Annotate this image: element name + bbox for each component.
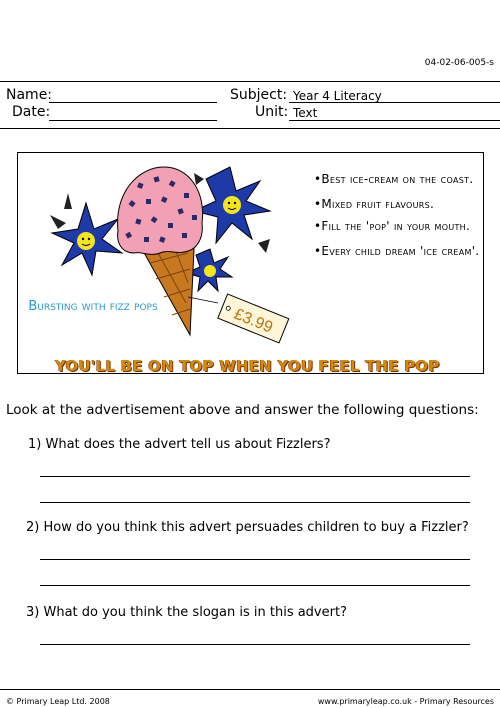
worksheet-code: 04-02-06-005-s xyxy=(424,58,494,68)
advert-bullet-list xyxy=(314,171,482,259)
answer-line-1a[interactable] xyxy=(40,476,470,477)
instruction-text: Look at the advertisement above and answer the following questions: xyxy=(6,402,479,418)
advert-bullet: •Fill the 'pop' in your mouth. xyxy=(314,219,471,233)
footer-copyright: © Primary Leap Ltd. 2008 xyxy=(6,697,110,706)
question-3: 3) What do you think the slogan is in this advert? xyxy=(26,605,347,620)
unit-label: Unit: xyxy=(255,104,289,120)
advert-bullet: •Every child dream 'ice cream'. xyxy=(314,244,480,258)
question-1: 1) What does the advert tell us about Fizzlers? xyxy=(28,437,331,452)
advert-bullet: •Best ice-cream on the coast. xyxy=(314,172,474,186)
name-label: Name: xyxy=(6,87,53,103)
header-top-rule xyxy=(0,81,500,82)
subject-underline xyxy=(289,102,500,103)
advert-bullet: •Mixed fruit flavours. xyxy=(314,197,435,211)
footer-rule xyxy=(0,689,500,690)
answer-line-2b[interactable] xyxy=(40,585,470,586)
advert-slogan: YOU'LL BE ON TOP WHEN YOU FEEL THE POP xyxy=(55,357,440,375)
subject-value: Year 4 Literacy xyxy=(293,89,382,103)
question-2: 2) How do you think this advert persuades children to buy a Fizzler? xyxy=(26,520,469,535)
advert-tagline: Bursting with fizz pops xyxy=(28,299,158,314)
answer-line-3a[interactable] xyxy=(40,644,470,645)
answer-line-1b[interactable] xyxy=(40,502,470,503)
ice-cream-illustration xyxy=(18,153,308,358)
cone-icon xyxy=(142,249,194,335)
price-tag-text: £3.99 xyxy=(231,305,276,337)
name-field[interactable] xyxy=(49,102,217,103)
unit-value: Text xyxy=(293,106,318,120)
subject-label: Subject: xyxy=(230,87,288,103)
advert-panel xyxy=(17,152,484,374)
unit-underline xyxy=(289,120,500,121)
date-field[interactable] xyxy=(49,120,217,121)
header-bottom-rule xyxy=(0,128,500,129)
date-label: Date: xyxy=(12,104,51,120)
answer-line-2a[interactable] xyxy=(40,559,470,560)
footer-website: www.primaryleap.co.uk - Primary Resources xyxy=(317,697,494,706)
